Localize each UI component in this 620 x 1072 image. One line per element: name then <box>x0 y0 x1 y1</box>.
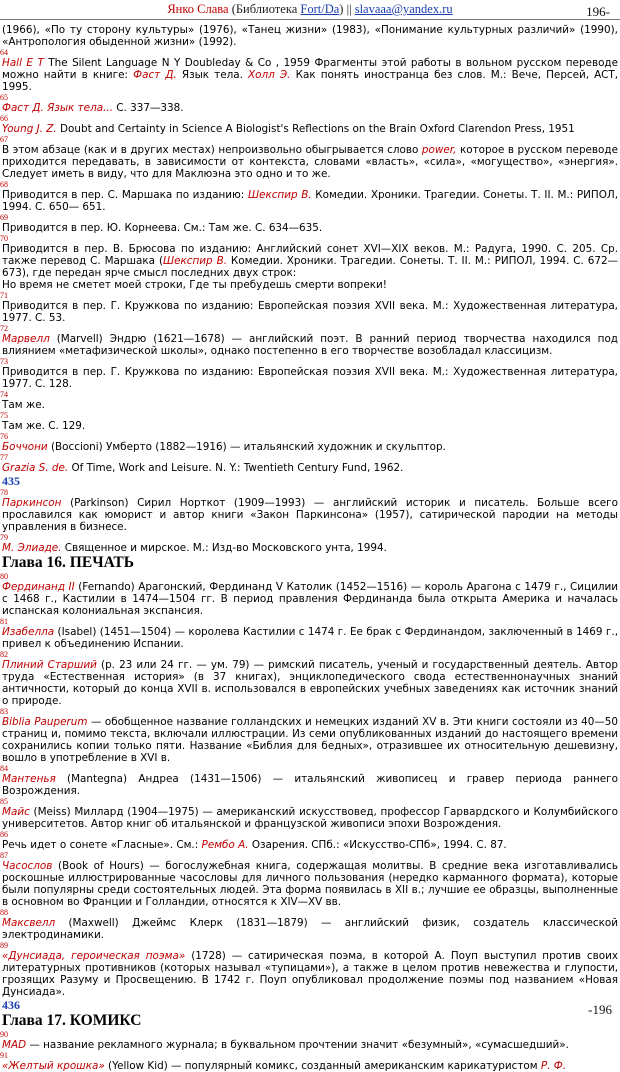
footnote-text <box>0 441 620 453</box>
footnote-number: 85 <box>0 797 8 806</box>
original-page-marker: 435 <box>2 474 20 488</box>
footnote-segment: (Parkinson) Сирил Норткот (1909—1993) — английский историк и писатель. Больше всего прославился как юморист и автор книги «Закон Паркинсона» (1957), сатирической пародии на методы управления в бизнесе. <box>2 497 618 533</box>
footnote-number: 79 <box>0 533 8 542</box>
cited-reference: Часослов <box>2 860 53 872</box>
header-library-close: ) || <box>339 2 355 16</box>
header-page-number: 196- <box>586 4 610 19</box>
page-header <box>0 2 620 18</box>
footnote-number: 86 <box>0 830 8 839</box>
footnote-segment: Приводится в пер. Ю. Корнеева. См.: Там же. С. 634—635. <box>2 222 323 234</box>
footnote-segment: Там же. <box>2 399 45 411</box>
footnote-number: 73 <box>0 357 8 366</box>
footnote-segment: Как понять иностранца без слов. М.: Вече, Персей, ACT, 1995. <box>2 69 619 93</box>
continuation-text <box>0 24 620 48</box>
document-body <box>0 24 620 1072</box>
cited-reference: М. Элиаде. <box>2 542 62 554</box>
footnote-segment: Язык тела. <box>176 69 249 81</box>
footnote-text <box>0 366 620 390</box>
footnote-text <box>0 123 620 135</box>
footnote-text <box>0 806 620 830</box>
footnote-segment: Озарения. СПб.: «Искусство-СПб», 1994. С. 87. <box>248 839 507 851</box>
footnote-text <box>0 1060 620 1072</box>
footnote-text <box>0 189 620 213</box>
footnote-segment: (Isabel) (1451—1504) — королева Кастилии с 1474 г. Ее брак с Фердинандом, заключенный в 1469 г., привел к объединению Испании. <box>2 626 618 650</box>
footnote-segment: (Mantegna) Андреа (1431—1506) — итальянский живописец и гравер периода раннего Возрождения. <box>2 773 618 797</box>
footnote-segment: — название рекламного журнала; в буквальном прочтении значит «безумный», «сумасшедший». <box>26 1039 569 1051</box>
footnote-number: 68 <box>0 180 8 189</box>
cited-reference: Максвелл <box>2 917 56 929</box>
cited-reference: Шекспир В. <box>163 255 227 267</box>
footnote-number: 82 <box>0 650 8 659</box>
cited-reference: Марвелл <box>2 333 50 345</box>
cited-reference: Р. Ф. <box>540 1060 567 1072</box>
footnote-segment: Of Time, Work and Leisure. N. Y.: Twentieth Century Fund, 1962. <box>68 462 404 474</box>
footnote-number: 78 <box>0 488 8 497</box>
footnote-segment: Приводится в пер. В. Брюсова по изданию: Английский сонет XVI—XIX веков. М.: Радуга, 1990. С. 205. Ср. также перевод С. Маршака ( <box>2 243 618 267</box>
footnote-text <box>0 222 620 234</box>
cited-reference: Мантенья <box>2 773 56 785</box>
footnote-segment: Приводится в пер. Г. Кружкова по изданию: Европейская поэзия XVII века. М.: Художественная литература, 1977. С. 53. <box>2 300 618 324</box>
footnote-number: 67 <box>0 135 8 144</box>
footnote-text <box>0 462 620 474</box>
footnote-segment: (1728) — сатирическая поэма, в которой А. Поуп выступил против своих литературных противников (которых называл «тупицами»), а также в целом против невежества и глупости, грозящих Разуму и Просвещению. В 1742 г. Поуп опубликовал продолжение поэмы под названием «Новая Дунсиада». <box>2 950 619 998</box>
footnote-number: 75 <box>0 411 8 420</box>
footnote-segment: Приводится в пер. Г. Кружкова по изданию: Европейская поэзия XVII века. М.: Художественная литература, 1977. С. 128. <box>2 366 618 390</box>
continuation-text <box>0 279 620 291</box>
footnote-segment: (Book of Hours) — богослужебная книга, содержащая молитвы. В средние века изготавливались роскошные иллюстрированные часословы для личного пользования (нередко карманного формата), которые были популярны среди состоятельных людей. Эта форма появилась в XII в.; лучшие ее образцы, выполненные в основном во Франции и Голландии, относятся к XIV—XV вв. <box>2 860 618 908</box>
footnote-segment: Там же. С. 129. <box>2 420 86 432</box>
footnote-segment: С. 337—338. <box>113 102 184 114</box>
cited-reference: Холл Э. <box>248 69 291 81</box>
footnote-segment: Комедии. Хроники. Трагедии. Сонеты. Т. II. М.: РИПОЛ, 1994. С. 650— 651. <box>2 189 619 213</box>
footnote-number: 90 <box>0 1030 8 1039</box>
cited-reference: Майс <box>2 806 30 818</box>
footnote-text <box>0 860 620 908</box>
footnote-text <box>0 773 620 797</box>
chapter-heading: Глава 16. ПЕЧАТЬ <box>2 554 134 571</box>
header-divider <box>0 19 620 20</box>
footnote-segment: The Silent Language N Y Doubleday & Co , 1959 Фрагменты этой работы в вольном русском переводе можно найти в книге: <box>2 57 618 81</box>
footnote-number: 83 <box>0 707 8 716</box>
footnote-text <box>0 659 620 707</box>
footnote-text <box>0 420 620 432</box>
footnote-text <box>0 626 620 650</box>
cited-reference: Боччони <box>2 441 48 453</box>
footnote-text <box>0 300 620 324</box>
footnote-segment: (Meiss) Миллард (1904—1975) — американский искусствовед, профессор Гарвардского и Колумбийского университетов. Автор книг об итальянской и французской живописи эпохи Возрождения. <box>2 806 618 830</box>
cited-reference: Плиний Старший <box>2 659 97 671</box>
footnote-number: 74 <box>0 390 8 399</box>
footnote-number: 87 <box>0 851 8 860</box>
cited-reference: Паркинсон <box>2 497 62 509</box>
footnote-number: 70 <box>0 234 8 243</box>
footnote-text <box>0 581 620 617</box>
footnote-number: 77 <box>0 453 8 462</box>
header-author: Янко Слава <box>167 2 229 16</box>
cited-reference: «Дунсиада, героическая поэма» <box>2 950 186 962</box>
footer-page-number: -196 <box>588 1002 612 1017</box>
chapter-heading: Глава 17. КОМИКС <box>2 1012 142 1029</box>
footnote-number: 72 <box>0 324 8 333</box>
footnote-segment: Речь идет о сонете «Гласные». См.: <box>2 839 202 851</box>
footnote-segment: Приводится в пер. С. Маршака по изданию: <box>2 189 248 201</box>
footnote-segment: (р. 23 или 24 гг. — ум. 79) — римский писатель, ученый и государственный деятель. Автор труда «Естественная история» (в 37 книгах), энциклопедического свода естественнонаучных знаний античности, который до конца XVII в. использовался в европейских учебных заведениях как источник знаний о природе. <box>2 659 618 707</box>
footnote-segment: (Maxwell) Джеймс Клерк (1831—1879) — английский физик, создатель классической электродинамики. <box>2 917 618 941</box>
footnote-segment: (Yellow Kid) — популярный комикс, созданный американским карикатуристом <box>104 1060 541 1072</box>
cited-reference: Hall E T <box>2 57 44 69</box>
footnote-number: 69 <box>0 213 8 222</box>
footnote-segment: Doubt and Certainty in Science A Biologist's Reflections on the Brain Oxford Clarendon Press, 1951 <box>56 123 575 135</box>
footnote-text <box>0 102 620 114</box>
cited-reference: Изабелла <box>2 626 55 638</box>
footnote-number: 76 <box>0 432 8 441</box>
footnote-number: 71 <box>0 291 8 300</box>
footnote-segment: (Fernando) Арагонский, Фердинанд V Католик (1452—1516) — король Арагона с 1479 г., Сицилии с 1468 г., Кастилии в 1474—1504 гг. В период правления Фердинанда была открыта Америка и началась испанская колониальная экспансия. <box>2 581 618 617</box>
header-email-link[interactable]: slavaaa@yandex.ru <box>354 2 453 16</box>
footnote-text <box>0 497 620 533</box>
footnote-text <box>0 917 620 941</box>
header-library-open: (Библиотека <box>228 2 301 16</box>
footnote-number: 64 <box>0 48 8 57</box>
footnote-text <box>0 243 620 279</box>
cited-reference: Фердинанд II <box>2 581 75 593</box>
cited-reference: Фаст Д. <box>133 69 177 81</box>
footnote-segment: которое в русском переводе приходится передавать, в зависимости от контекста, словами «власть», «сила», «могущество», «энергия». Следует иметь в виду, что для Маклюэна это одно и то же. <box>2 144 618 180</box>
footnote-text <box>0 57 620 93</box>
footnote-number: 89 <box>0 941 8 950</box>
cited-reference: Рембо А. <box>201 839 249 851</box>
header-citation <box>0 2 620 17</box>
footnote-text <box>0 333 620 357</box>
original-page-marker: 436 <box>2 998 20 1012</box>
footnote-segment: Комедии. Хроники. Трагедии. Сонеты. Т. II. М.: РИПОЛ, 1994. С. 672—673), где передан ярче смысл последних двух строк: <box>2 255 619 279</box>
cited-reference: Grazia S. de. <box>2 462 69 474</box>
footnote-segment: (1966), «По ту сторону культуры» (1976), «Танец жизни» (1983), «Понимание культурных различий» (1990), «Антропология обыденной жизни» (1992). <box>2 24 618 48</box>
footnote-segment: (Marvell) Эндрю (1621—1678) — английский поэт. В ранний период творчества находился под влиянием «метафизической школы», однако постепенно в его творчестве возобладал классицизм. <box>2 333 618 357</box>
footnote-text <box>0 950 620 998</box>
footnote-number: 66 <box>0 114 8 123</box>
footnote-number: 88 <box>0 908 8 917</box>
cited-reference: Young J. Z. <box>2 123 57 135</box>
footnote-segment: В этом абзаце (как и в других местах) непроизвольно обыгрывается слово <box>2 144 422 156</box>
cited-reference: Biblia Pauperum <box>2 716 88 728</box>
footnote-text <box>0 399 620 411</box>
footnote-number: 84 <box>0 764 8 773</box>
cited-reference: MAD <box>2 1039 27 1051</box>
footnote-segment: Священное и мирское. М.: Изд-во Московского унта, 1994. <box>61 542 387 554</box>
footnote-number: 80 <box>0 572 8 581</box>
footnote-segment: Но время не сметет моей строки, Где ты пребудешь смерти вопреки! <box>2 279 387 291</box>
cited-reference: Фаст Д. Язык тела... <box>2 102 113 114</box>
cited-reference: power, <box>421 144 457 156</box>
footnote-text <box>0 1039 620 1051</box>
footnote-text <box>0 716 620 764</box>
footnote-segment: — обобщенное название голландских и немецких изданий XV в. Эти книги состояли из 40—50 страниц и, помимо текста, включали иллюстрации. Из семи опубликованных изданий до настоящего времени сохранились копии только пяти. Название «Библия для бедных», отразившее их относительную дешевизну, вошло в употребление в XVI в. <box>2 716 618 764</box>
footnote-number: 91 <box>0 1051 8 1060</box>
footnote-number: 65 <box>0 93 8 102</box>
cited-reference: «Желтый крошка» <box>2 1060 105 1072</box>
footnote-text <box>0 144 620 180</box>
footnote-text <box>0 542 620 554</box>
footnote-text <box>0 839 620 851</box>
footnote-segment: (Boccioni) Умберто (1882—1916) — итальянский художник и скульптор. <box>47 441 446 453</box>
header-library-link[interactable]: Fort/Da <box>300 2 340 16</box>
footnote-number: 81 <box>0 617 8 626</box>
cited-reference: Шекспир В. <box>247 189 312 201</box>
